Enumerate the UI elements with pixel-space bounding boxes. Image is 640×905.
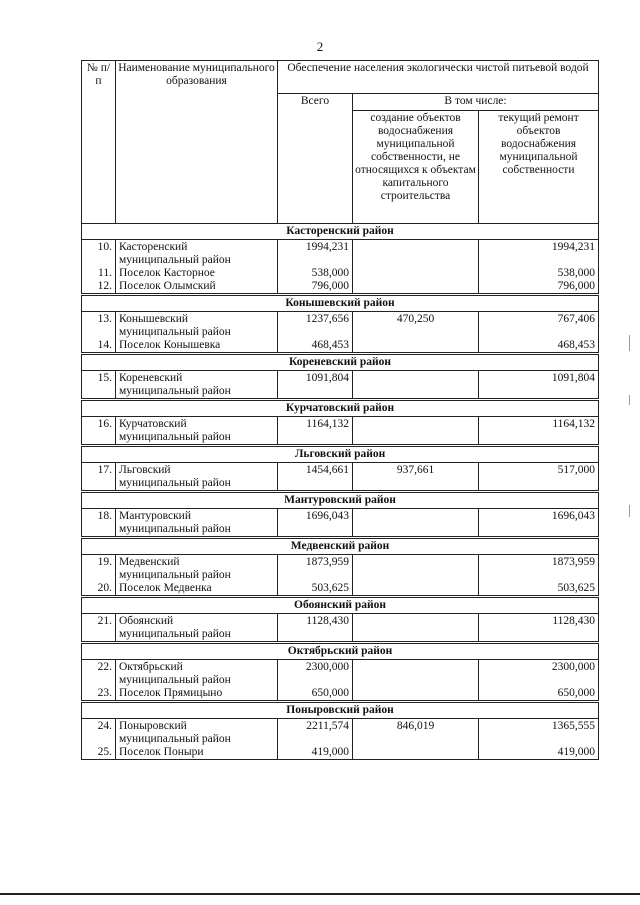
cell-total: 1873,959 [278, 555, 353, 570]
table-row [82, 509, 599, 524]
cell-total: 419,000 [278, 746, 353, 760]
header-repair: текущий ремонт объектов водоснабжения муниципальной собственности [479, 111, 599, 224]
cell-create [353, 417, 479, 432]
cell-create [353, 371, 479, 386]
cell-name: Поселок Прямицыно [116, 687, 278, 702]
cell-total [278, 674, 353, 687]
table-row [82, 240, 599, 255]
page-number: 2 [316, 39, 324, 54]
table-row [82, 687, 599, 702]
cell-name: Поселок Конышевка [116, 339, 278, 354]
cell-repair: 1128,430 [479, 614, 599, 629]
margin-mark [629, 505, 630, 517]
cell-name: муниципальный район [116, 569, 278, 582]
cell-num: 13. [82, 312, 116, 327]
cell-repair [479, 326, 599, 339]
cell-create [353, 555, 479, 570]
region-title: Поныровский район [82, 702, 599, 719]
cell-create [353, 628, 479, 643]
cell-total: 1237,656 [278, 312, 353, 327]
region-header-row [82, 295, 599, 312]
region-title: Льговский район [82, 446, 599, 463]
cell-num [82, 523, 116, 538]
cell-name: Кореневский [116, 371, 278, 386]
table-row [82, 431, 599, 446]
cell-name: Поселок Касторное [116, 267, 278, 280]
cell-name: муниципальный район [116, 674, 278, 687]
cell-name: муниципальный район [116, 523, 278, 538]
cell-create [353, 240, 479, 255]
cell-name: Конышевский [116, 312, 278, 327]
cell-name: Поселок Поныри [116, 746, 278, 760]
region-header-row [82, 224, 599, 240]
table-row [82, 660, 599, 675]
cell-repair: 1365,555 [479, 719, 599, 734]
margin-mark [629, 395, 630, 405]
cell-repair: 1164,132 [479, 417, 599, 432]
cell-num: 18. [82, 509, 116, 524]
table-row [82, 280, 599, 295]
cell-num [82, 385, 116, 400]
cell-num: 16. [82, 417, 116, 432]
cell-name: муниципальный район [116, 733, 278, 746]
table-row [82, 477, 599, 492]
cell-total [278, 569, 353, 582]
cell-repair: 419,000 [479, 746, 599, 760]
cell-create [353, 660, 479, 675]
cell-name: муниципальный район [116, 326, 278, 339]
region-title: Обоянский район [82, 597, 599, 614]
cell-create [353, 326, 479, 339]
cell-total: 1164,132 [278, 417, 353, 432]
cell-total: 1454,661 [278, 463, 353, 478]
cell-name: муниципальный район [116, 254, 278, 267]
cell-num: 11. [82, 267, 116, 280]
cell-create [353, 687, 479, 702]
table-row [82, 254, 599, 267]
header-total: Всего [278, 94, 353, 224]
table-row [82, 582, 599, 597]
cell-create [353, 569, 479, 582]
cell-total: 1128,430 [278, 614, 353, 629]
cell-create: 937,661 [353, 463, 479, 478]
cell-num: 21. [82, 614, 116, 629]
region-title: Медвенский район [82, 538, 599, 555]
region-header-row [82, 354, 599, 371]
cell-repair: 468,453 [479, 339, 599, 354]
cell-create [353, 733, 479, 746]
cell-repair: 1091,804 [479, 371, 599, 386]
cell-num: 17. [82, 463, 116, 478]
cell-num [82, 431, 116, 446]
cell-name: муниципальный район [116, 431, 278, 446]
cell-create [353, 385, 479, 400]
table-row [82, 339, 599, 354]
cell-name: Мантуровский [116, 509, 278, 524]
cell-total: 503,625 [278, 582, 353, 597]
cell-repair: 2300,000 [479, 660, 599, 675]
page-bottom-rule [0, 893, 640, 895]
cell-num: 20. [82, 582, 116, 597]
cell-repair [479, 431, 599, 446]
cell-create [353, 523, 479, 538]
cell-num [82, 628, 116, 643]
table-row [82, 312, 599, 327]
cell-create [353, 280, 479, 295]
cell-name: Октябрьский [116, 660, 278, 675]
cell-total: 2300,000 [278, 660, 353, 675]
cell-total: 1091,804 [278, 371, 353, 386]
cell-repair [479, 628, 599, 643]
cell-total [278, 431, 353, 446]
cell-create [353, 746, 479, 760]
cell-total [278, 477, 353, 492]
region-header-row [82, 702, 599, 719]
cell-name: Курчатовский [116, 417, 278, 432]
cell-total [278, 523, 353, 538]
cell-num: 22. [82, 660, 116, 675]
cell-repair: 650,000 [479, 687, 599, 702]
table-row [82, 746, 599, 760]
cell-repair [479, 674, 599, 687]
cell-num: 12. [82, 280, 116, 295]
cell-total: 650,000 [278, 687, 353, 702]
region-header-row [82, 643, 599, 660]
table-row [82, 267, 599, 280]
cell-repair: 538,000 [479, 267, 599, 280]
region-header-row [82, 446, 599, 463]
cell-num [82, 569, 116, 582]
cell-total [278, 385, 353, 400]
cell-num: 19. [82, 555, 116, 570]
cell-name: Поселок Медвенка [116, 582, 278, 597]
table-row [82, 628, 599, 643]
cell-num [82, 674, 116, 687]
cell-repair [479, 733, 599, 746]
header-num: № п/п [82, 61, 116, 224]
region-header-row [82, 492, 599, 509]
cell-total: 2211,574 [278, 719, 353, 734]
table-row [82, 417, 599, 432]
cell-repair [479, 477, 599, 492]
cell-name: муниципальный район [116, 477, 278, 492]
cell-create [353, 614, 479, 629]
cell-num: 15. [82, 371, 116, 386]
cell-repair [479, 569, 599, 582]
table-row [82, 614, 599, 629]
cell-num: 14. [82, 339, 116, 354]
cell-create: 470,250 [353, 312, 479, 327]
cell-total: 796,000 [278, 280, 353, 295]
header-group: Обеспечение населения экологически чистой питьевой водой [278, 61, 599, 94]
table-row [82, 326, 599, 339]
cell-name: муниципальный район [116, 628, 278, 643]
cell-total [278, 254, 353, 267]
cell-name: Касторенский [116, 240, 278, 255]
cell-create [353, 509, 479, 524]
cell-total: 1994,231 [278, 240, 353, 255]
cell-num: 23. [82, 687, 116, 702]
region-title: Касторенский район [82, 224, 599, 240]
cell-name: муниципальный район [116, 385, 278, 400]
cell-total [278, 326, 353, 339]
cell-repair [479, 254, 599, 267]
cell-num [82, 254, 116, 267]
table-row [82, 569, 599, 582]
region-title: Конышевский район [82, 295, 599, 312]
cell-create [353, 477, 479, 492]
cell-name: Поныровский [116, 719, 278, 734]
table-row [82, 733, 599, 746]
cell-total: 538,000 [278, 267, 353, 280]
cell-num: 10. [82, 240, 116, 255]
header-create: создание объектов водоснабжения муниципальной собственности, не относящихся к объектам капитального строительства [353, 111, 479, 224]
header-including: В том числе: [353, 94, 599, 111]
cell-total: 468,453 [278, 339, 353, 354]
cell-create [353, 674, 479, 687]
cell-repair: 1994,231 [479, 240, 599, 255]
region-title: Октябрьский район [82, 643, 599, 660]
cell-repair [479, 385, 599, 400]
cell-num: 25. [82, 746, 116, 760]
header-name: Наименование муниципального образования [116, 61, 278, 224]
cell-repair: 767,406 [479, 312, 599, 327]
cell-name: Медвенский [116, 555, 278, 570]
cell-num [82, 326, 116, 339]
table-row [82, 674, 599, 687]
table-header-row-top [82, 61, 599, 94]
cell-repair: 796,000 [479, 280, 599, 295]
cell-create [353, 582, 479, 597]
region-title: Курчатовский район [82, 400, 599, 417]
cell-name: Поселок Олымский [116, 280, 278, 295]
cell-repair: 1696,043 [479, 509, 599, 524]
cell-total: 1696,043 [278, 509, 353, 524]
region-header-row [82, 400, 599, 417]
cell-create [353, 339, 479, 354]
table-row [82, 463, 599, 478]
cell-total [278, 628, 353, 643]
region-header-row [82, 538, 599, 555]
cell-repair [479, 523, 599, 538]
region-title: Кореневский район [82, 354, 599, 371]
cell-repair: 517,000 [479, 463, 599, 478]
table-row [82, 555, 599, 570]
cell-create [353, 431, 479, 446]
cell-num [82, 733, 116, 746]
cell-name: Льговский [116, 463, 278, 478]
region-title: Мантуровский район [82, 492, 599, 509]
cell-num: 24. [82, 719, 116, 734]
table-row [82, 385, 599, 400]
table-row [82, 371, 599, 386]
margin-mark [629, 335, 630, 351]
cell-create [353, 267, 479, 280]
cell-num [82, 477, 116, 492]
table-row [82, 719, 599, 734]
water-supply-table [81, 60, 599, 760]
cell-create: 846,019 [353, 719, 479, 734]
region-header-row [82, 597, 599, 614]
cell-repair: 503,625 [479, 582, 599, 597]
cell-create [353, 254, 479, 267]
table-row [82, 523, 599, 538]
cell-repair: 1873,959 [479, 555, 599, 570]
cell-name: Обоянский [116, 614, 278, 629]
cell-total [278, 733, 353, 746]
